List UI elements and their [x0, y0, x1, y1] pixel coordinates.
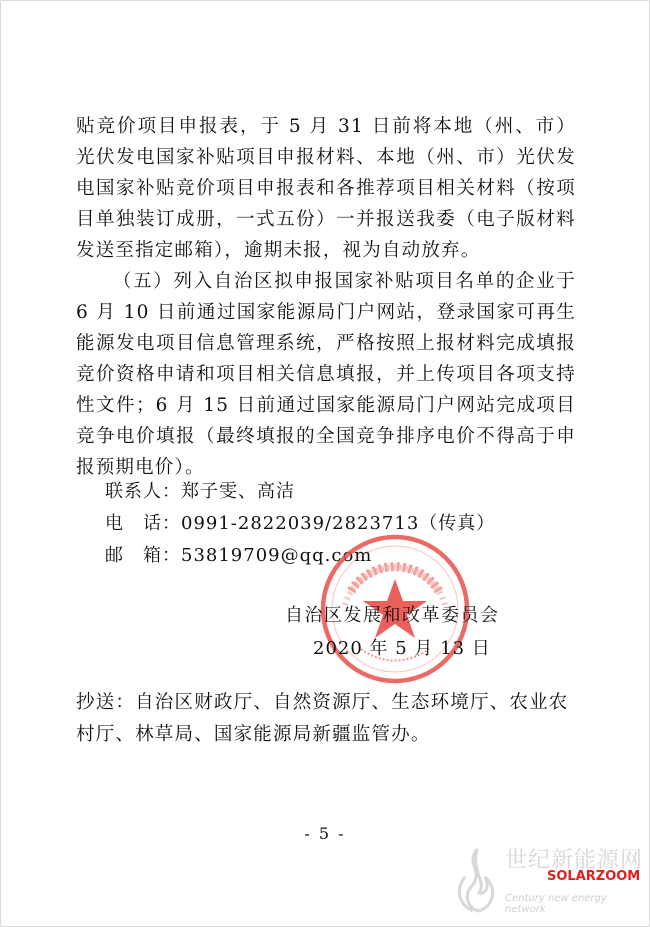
contact-email: 邮 箱：53819709@qq.com [105, 545, 373, 566]
body-text [76, 111, 576, 483]
document-page [1, 1, 649, 926]
issuing-organization: 自治区发展和改革委员会 [285, 605, 500, 626]
issue-date: 2020 年 5 月 13 日 [313, 638, 491, 659]
watermark-chinese: 世纪新能源网 [505, 848, 644, 873]
contact-phone: 电 话：0991-2822039/2823713（传真） [105, 513, 496, 534]
watermark-brand: SOLARZOOM [547, 869, 641, 884]
paragraph-1: 贴竞价项目申报表，于 5 月 31 日前将本地（州、市）光伏发电国家补贴项目申报材料、本地（州、市）光伏发电国家补贴竞价项目申报表和各推荐项目相关材料（按项目单独装订成册，一式五份）一并报送我委（电子版材料发送至指定邮箱），逾期未报，视为自动放弃。 [76, 116, 576, 261]
cc-recipients: 抄送：自治区财政厅、自然资源厅、生态环境厅、农业农村厅、林草局、国家能源局新疆监管办。 [76, 692, 569, 745]
page-number: - 5 - [304, 824, 346, 843]
watermark-english: Century new energy network [505, 893, 607, 915]
watermark [451, 841, 647, 921]
paragraph-2: （五）列入自治区拟申报国家补贴项目名单的企业于 6 月 10 日前通过国家能源局门户网站，登录国家可再生能源发电项目信息管理系统，严格按照上报材料完成填报竞价资格申请和项目相关信息填报，并上传项目各项支持性文件；6 月 15 日前通过国家能源局门户网站完成项目竞争电价填报（最终填报的全国竞争排序电价不得高于申报预期电价）。 [76, 271, 576, 478]
contact-person: 联系人：郑子雯、高洁 [105, 481, 295, 502]
flame-logo-icon [451, 847, 503, 913]
